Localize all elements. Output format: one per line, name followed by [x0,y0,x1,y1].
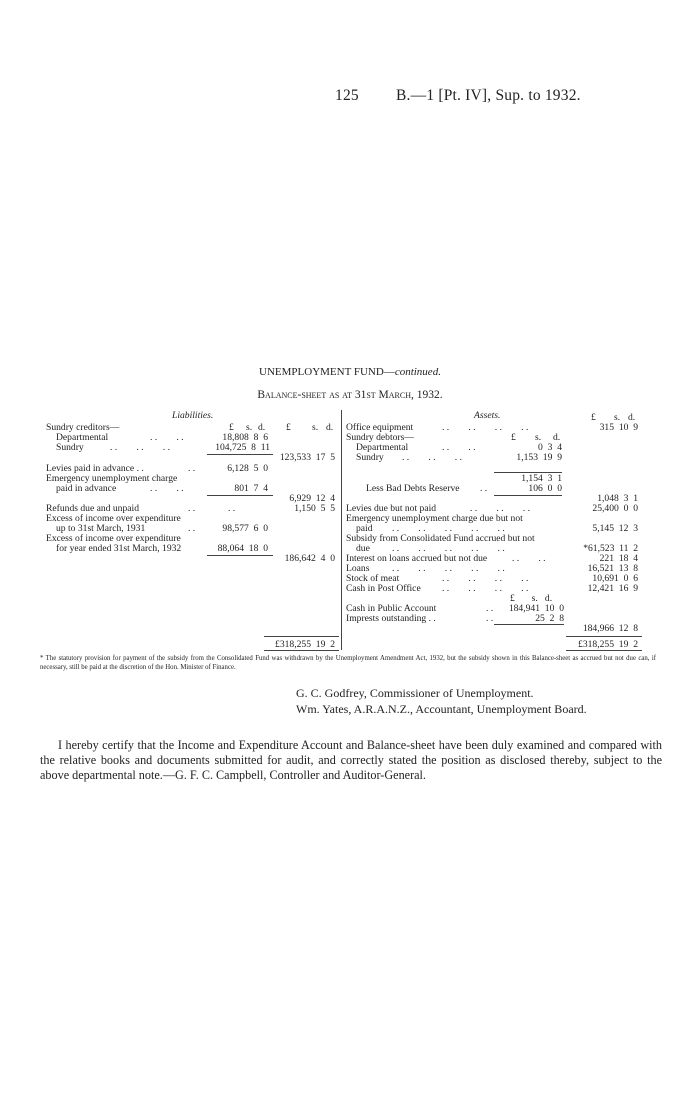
asset-bad-debts-amount: 106 0 0 [528,483,562,494]
signature-commissioner: G. C. Godfrey, Commissioner of Unemployment. [296,686,534,700]
asset-subsidy-line1: Subsidy from Consolidated Fund accrued but not [346,533,535,544]
liab-excess2-amount: 88,064 18 0 [217,543,268,554]
asset-loans-label: Loans [346,563,370,574]
asset-total-rule-bottom [566,650,642,651]
liab-levies-amount: 6,128 5 0 [227,463,268,474]
audit-certificate [40,738,662,783]
liab-excess2-line1: Excess of income over expenditure [46,533,181,544]
asset-col-shillings: s. [614,412,621,423]
liab-emergency-line2: paid in advance [56,483,117,494]
fund-title-main: UNEMPLOYMENT FUND— [259,366,395,378]
liab-total-rule-top [264,636,339,637]
asset-sundry-label: Sundry [356,452,384,463]
asset-office-dots: . . . . . . . . [442,422,529,433]
column-divider [341,410,342,650]
asset-public-account-amount: 184,941 10 0 [508,603,564,614]
asset-rule-3 [494,624,564,625]
asset-departmental-amount: 0 3 4 [538,442,562,453]
liab-sundry-label: Sundry [56,442,84,453]
asset-post-office-label: Cash in Post Office [346,583,421,594]
asset-total-rule-top [566,636,642,637]
asset-interest-dots: . . . . [512,553,546,564]
liab-departmental-amount: 18,808 8 6 [222,432,268,443]
asset-subsidy-amount: *61,523 11 2 [583,543,638,554]
asset-sundry-dots: . . . . . . [402,452,462,463]
asset-col-pounds: £ [591,412,596,423]
asset-bad-debts-dots: . . [480,483,488,494]
asset-rule-2 [494,495,562,496]
liab-col2-shillings: s. [312,422,319,433]
liab-excess1-amount: 98,577 6 0 [222,523,268,534]
liab-excess-total: 186,642 4 0 [284,553,335,564]
asset-public-account-dots: . . [486,603,494,614]
asset-loans-dots: . . . . . . . . . . [392,563,505,574]
asset-debtors-net: 1,048 3 1 [597,493,638,504]
asset-stock-label: Stock of meat [346,573,400,584]
liab-sundry-dots: . . . . . . [110,442,170,453]
liab-departmental-label: Departmental [56,432,109,443]
asset-debt-col-shillings: s. [535,432,542,443]
liab-excess1-line2: up to 31st March, 1931 [56,523,146,534]
liab-refunds-amount: 1,150 5 5 [294,503,335,514]
liab-departmental-dots: . . . . [150,432,184,443]
asset-public-account-label: Cash in Public Account [346,603,437,614]
asset-subsidy-line2: due [356,543,370,554]
liab-col-pence: d. [258,422,266,433]
document-reference: B.—1 [Pt. IV], Sup. to 1932. [396,87,581,104]
liab-refunds-dots: . . [188,503,196,514]
balance-sheet-title: Balance-sheet as at 31st March, 1932. [257,389,443,401]
asset-levies-label: Levies due but not paid [346,503,437,514]
liab-col-shillings: s. [246,422,253,433]
asset-levies-amount: 25,400 0 0 [592,503,638,514]
footnote: * The statutory provision for payment of the subsidy from the Consolidated Fund was withdrawn by the Unemployment Amendment Act, 1932, but the subsidy shown in this Balance-sheet as accrued but not due can, if necessary, still be paid at the discretion of the Hon. Minister of Finance. [40,655,656,671]
asset-col-pence: d. [628,412,636,423]
asset-post-office-dots: . . . . . . . . [442,583,529,594]
asset-emergency-line2: paid [356,523,373,534]
asset-cash-col-headers: £ s. d. [510,593,553,604]
liab-sundry-creditors: Sundry creditors— [46,422,120,433]
liab-refunds-label: Refunds due and unpaid [46,503,139,514]
asset-departmental-dots: . . . . [442,442,476,453]
asset-debt-col-pence: d. [553,432,561,443]
fund-title-continued: continued. [394,366,441,378]
asset-post-office-amount: 12,421 16 9 [587,583,638,594]
asset-loans-amount: 16,521 13 8 [587,563,638,574]
asset-grand-total: £318,255 19 2 [578,639,638,650]
asset-cash-total: 184,966 12 8 [582,623,638,634]
assets-heading: Assets. [474,410,501,421]
signature-accountant: Wm. Yates, A.R.A.N.Z., Accountant, Unemployment Board. [296,702,587,716]
asset-office-amount: 315 10 9 [599,422,638,433]
asset-emergency-amount: 5,145 12 3 [592,523,638,534]
liab-col2-pence: d. [326,422,334,433]
asset-stock-dots: . . . . . . . . [442,573,529,584]
asset-imprests-dots: . . [486,613,494,624]
liab-levies-label: Levies paid in advance . . [46,463,144,474]
liab-refunds-mid: . . [228,503,236,514]
liab-levies-dots: . . [188,463,196,474]
asset-emergency-dots: . . . . . . . . . . [392,523,505,534]
asset-sundry-amount: 1,153 19 9 [516,452,562,463]
liabilities-heading: Liabilities. [172,410,214,421]
asset-interest-label: Interest on loans accrued but not due [346,553,488,564]
liab-emergency-dots: . . . . [150,483,184,494]
liab-grand-total: £318,255 19 2 [275,639,335,650]
asset-interest-amount: 221 18 4 [599,553,638,564]
liab-emergency-line1: Emergency unemployment charge [46,473,178,484]
asset-sundry-debtors: Sundry debtors— [346,432,414,443]
liab-emergency-amount: 801 7 4 [234,483,268,494]
fund-title [0,366,700,378]
asset-stock-amount: 10,691 0 6 [592,573,638,584]
asset-emergency-line1: Emergency unemployment charge due but not [346,513,523,524]
liab-col2-pounds: £ [286,422,291,433]
asset-departmental-label: Departmental [356,442,409,453]
liab-col-pounds: £ [229,422,234,433]
liab-excess1-line1: Excess of income over expenditure [46,513,181,524]
asset-imprests-amount: 25 2 8 [535,613,564,624]
audit-certificate-text: I hereby certify that the Income and Expenditure Account and Balance-sheet have been duly examined and compared with the relative books and documents submitted for audit, and correctly stated the position as disclosed thereby, subject to the above departmental note.—G. F. C. Campbell, Controller and Auditor-General. [40,738,662,782]
asset-subsidy-dots: . . . . . . . . . . [392,543,505,554]
liab-excess1-dots: . . [188,523,196,534]
liab-levies-total: 6,929 12 4 [289,493,335,504]
page-number: 125 [335,87,359,104]
asset-debtors-subtotal: 1,154 3 1 [521,473,562,484]
asset-debt-col-pounds: £ [511,432,516,443]
asset-levies-dots: . . . . . . [470,503,530,514]
asset-imprests-label: Imprests outstanding . . [346,613,436,624]
liab-total-rule-bottom [264,650,339,651]
asset-bad-debts-label: Less Bad Debts Reserve [366,483,460,494]
liab-excess2-line2: for year ended 31st March, 1932 [56,543,182,554]
asset-office-label: Office equipment [346,422,414,433]
liab-sundry-amount: 104,725 8 11 [215,442,270,453]
liab-sundry-total: 123,533 17 5 [279,452,335,463]
